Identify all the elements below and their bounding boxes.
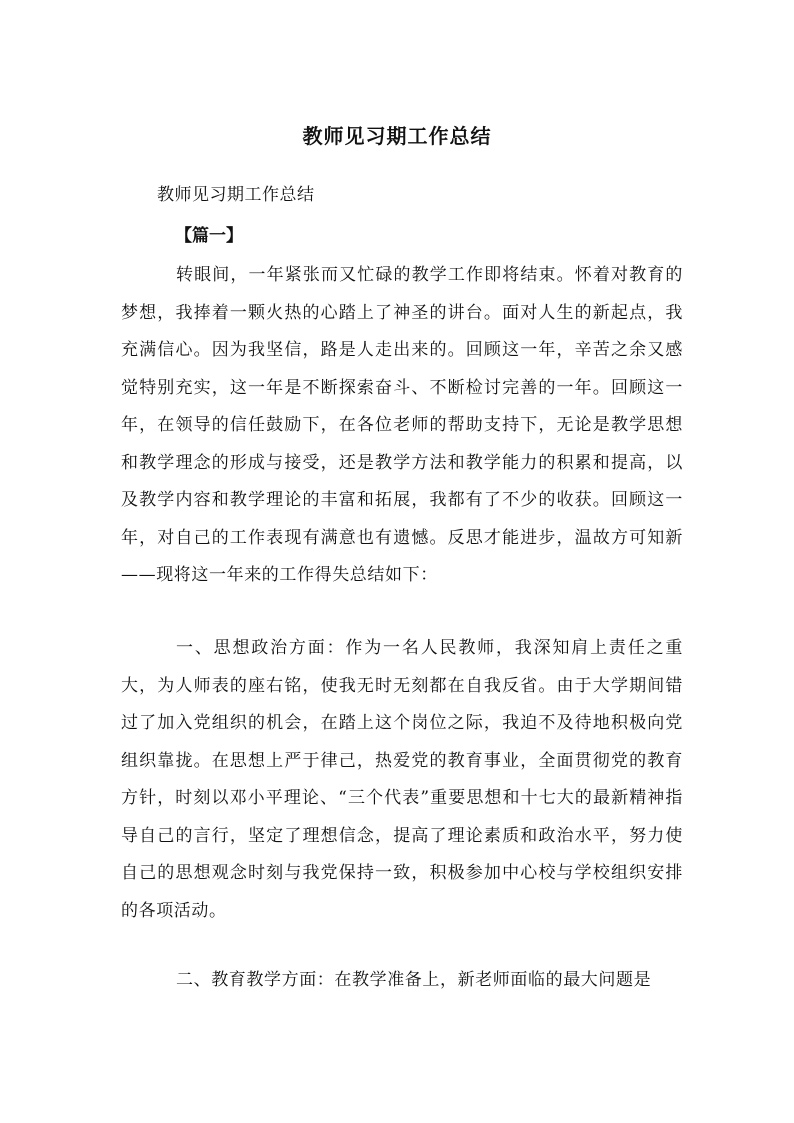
page-title: 教师见习期工作总结	[302, 124, 492, 148]
paragraph-teaching: 二、教育教学方面：在教学准备上，新老师面临的最大问题是	[176, 970, 652, 990]
paragraph-intro: 转眼间，一年紧张而又忙碌的教学工作即将结束。怀着对教育的梦想，我捧着一颗火热的心踏上了神圣的讲台。面对人生的新起点，我充满信心。因为我坚信，路是人走出来的。回顾这一年，辛苦之余又感觉特别充实，这一年是不断探索奋斗、不断检讨完善的一年。回顾这一年，在领导的信任鼓励下，在各位老师的帮助支持下，无论是教学思想和教学理念的形成与接受，还是教学方法和教学能力的积累和提高，以及教学内容和教学理论的丰富和拓展，我都有了不少的收获。回顾这一年，对自己的工作表现有满意也有遗憾。反思才能进步，温故方可知新——现将这一年来的工作得失总结如下：	[121, 265, 683, 585]
paragraph-political: 一、思想政治方面：作为一名人民教师，我深知肩上责任之重大，为人师表的座右铭，使我无时无刻都在自我反省。由于大学期间错过了加入党组织的机会，在踏上这个岗位之际，我迫不及待地积极向党组织靠拢。在思想上严于律己，热爱党的教育事业，全面贯彻党的教育方针，时刻以邓小平理论、“三个代表”重要思想和十七大的最新精神指导自己的言行，坚定了理想信念，提高了理论素质和政治水平，努力使自己的思想观念时刻与我党保持一致，积极参加中心校与学校组织安排的各项活动。	[121, 638, 683, 921]
section-label: 【篇一】	[175, 226, 243, 246]
document-subtitle: 教师见习期工作总结	[157, 185, 315, 205]
